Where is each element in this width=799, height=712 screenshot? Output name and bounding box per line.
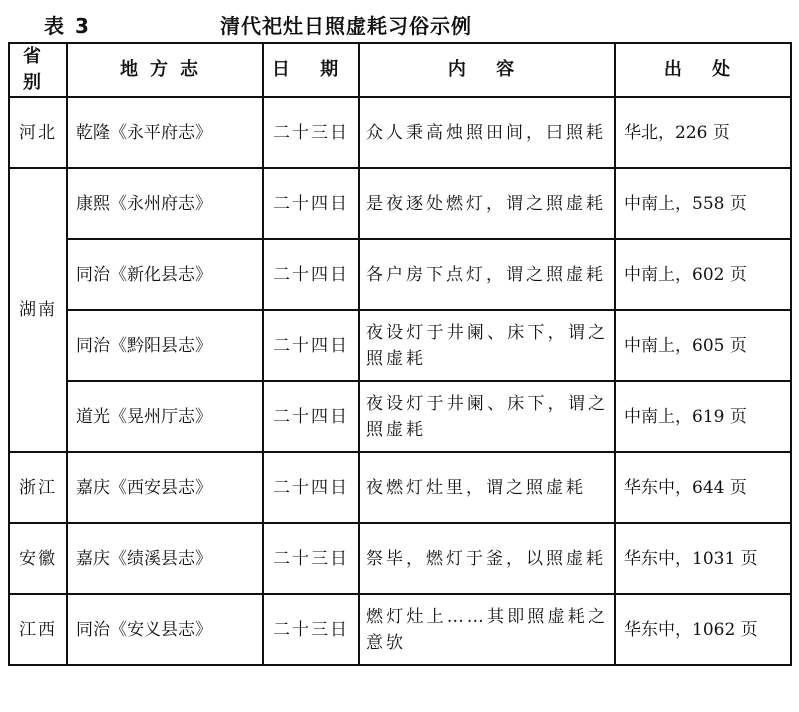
province-cell: 湖南	[9, 168, 67, 452]
content-cell: 祭毕，燃灯于釜，以照虚耗	[359, 523, 615, 594]
table-row	[9, 594, 791, 665]
date-cell: 二十四日	[263, 239, 359, 310]
gazetteer-cell: 同治《新化县志》	[67, 239, 263, 310]
table-row	[9, 168, 791, 239]
customs-table	[8, 42, 792, 666]
source-cell: 中南上，605 页	[615, 310, 791, 381]
content-cell: 夜设灯于井阑、床下，谓之照虚耗	[359, 381, 615, 452]
table-row	[9, 452, 791, 523]
table-row	[9, 523, 791, 594]
table-number: 表 3	[44, 14, 91, 38]
source-cell: 中南上，619 页	[615, 381, 791, 452]
gazetteer-cell: 康熙《永州府志》	[67, 168, 263, 239]
content-cell: 燃灯灶上……其即照虚耗之意欤	[359, 594, 615, 665]
header-date: 日 期	[263, 43, 359, 97]
gazetteer-cell: 道光《晃州厅志》	[67, 381, 263, 452]
source-cell: 中南上，602 页	[615, 239, 791, 310]
content-cell: 是夜逐处燃灯，谓之照虚耗	[359, 168, 615, 239]
date-cell: 二十四日	[263, 310, 359, 381]
content-cell: 众人秉高烛照田间，曰照耗	[359, 97, 615, 168]
source-cell: 中南上，558 页	[615, 168, 791, 239]
table-row	[9, 97, 791, 168]
table-caption	[0, 6, 799, 40]
gazetteer-cell: 乾隆《永平府志》	[67, 97, 263, 168]
source-cell: 华东中，1031 页	[615, 523, 791, 594]
header-gazetteer: 地方志	[67, 43, 263, 97]
header-province: 省别	[9, 43, 67, 97]
province-cell: 河北	[9, 97, 67, 168]
province-cell: 安徽	[9, 523, 67, 594]
table-row	[9, 239, 791, 310]
source-cell: 华东中，644 页	[615, 452, 791, 523]
date-cell: 二十四日	[263, 452, 359, 523]
table-title: 清代祀灶日照虚耗习俗示例	[220, 14, 472, 38]
date-cell: 二十三日	[263, 594, 359, 665]
header-source: 出 处	[615, 43, 791, 97]
province-cell: 江西	[9, 594, 67, 665]
date-cell: 二十四日	[263, 168, 359, 239]
gazetteer-cell: 同治《黔阳县志》	[67, 310, 263, 381]
date-cell: 二十三日	[263, 97, 359, 168]
content-cell: 夜燃灯灶里，谓之照虚耗	[359, 452, 615, 523]
content-cell: 夜设灯于井阑、床下，谓之照虚耗	[359, 310, 615, 381]
gazetteer-cell: 嘉庆《西安县志》	[67, 452, 263, 523]
table-row	[9, 381, 791, 452]
table-row	[9, 310, 791, 381]
province-cell: 浙江	[9, 452, 67, 523]
header-row	[9, 43, 791, 97]
date-cell: 二十三日	[263, 523, 359, 594]
header-content: 内 容	[359, 43, 615, 97]
source-cell: 华北，226 页	[615, 97, 791, 168]
gazetteer-cell: 同治《安义县志》	[67, 594, 263, 665]
date-cell: 二十四日	[263, 381, 359, 452]
content-cell: 各户房下点灯，谓之照虚耗	[359, 239, 615, 310]
source-cell: 华东中，1062 页	[615, 594, 791, 665]
gazetteer-cell: 嘉庆《绩溪县志》	[67, 523, 263, 594]
